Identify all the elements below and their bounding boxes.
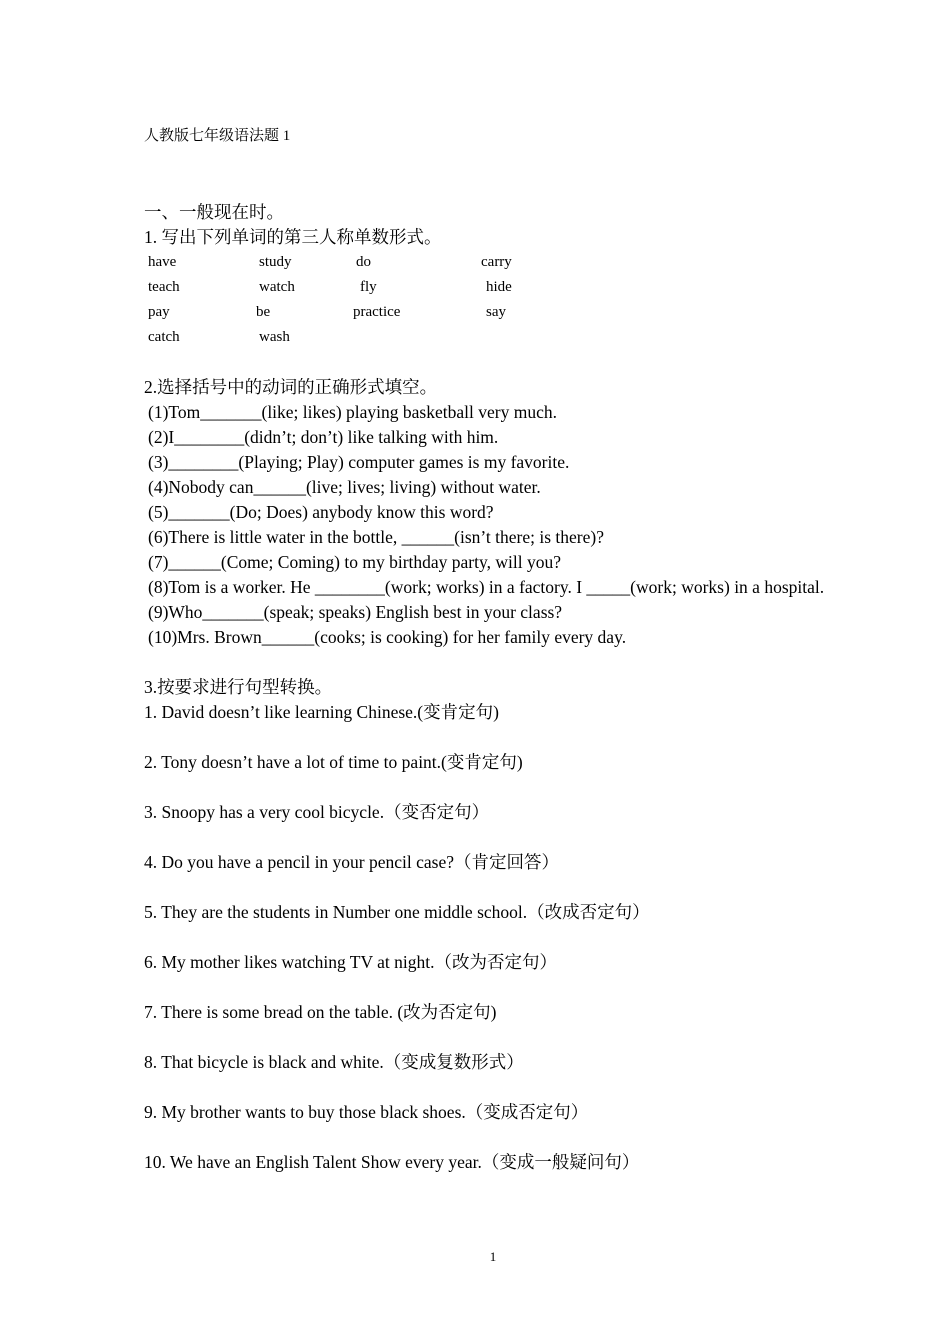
answer-space — [144, 925, 834, 950]
exercise-item: 6. My mother likes watching TV at night.（改为否定句） — [144, 952, 558, 972]
spacer — [144, 350, 834, 375]
word-cell: catch — [148, 329, 180, 345]
part3-instruction: 3.按要求进行句型转换。 — [144, 677, 333, 697]
word-cell: pay — [148, 304, 170, 320]
answer-space — [144, 825, 834, 850]
exercise-item: 5. They are the students in Number one middle school.（改成否定句） — [144, 902, 650, 922]
word-cell: hide — [486, 279, 512, 295]
answer-space — [144, 1075, 834, 1100]
word-cell: practice — [353, 304, 401, 320]
word-cell: do — [356, 254, 371, 270]
exercise-item: 10. We have an English Talent Show every year.（变成一般疑问句） — [144, 1152, 640, 1172]
exercise-item: 4. Do you have a pencil in your pencil case?（肯定回答） — [144, 852, 560, 872]
part2-instruction: 2.选择括号中的动词的正确形式填空。 — [144, 377, 438, 397]
answer-space — [144, 975, 834, 1000]
word-cell — [356, 325, 481, 350]
word-cell: be — [256, 304, 271, 320]
exercise-item: 8. That bicycle is black and white.（变成复数形式） — [144, 1052, 524, 1072]
word-cell — [481, 325, 541, 350]
exercise-item: 9. My brother wants to buy those black shoes.（变成否定句） — [144, 1102, 589, 1122]
word-cell: fly — [360, 279, 377, 295]
exercise-item: (10)Mrs. Brown______(cooks; is cooking) for her family every day. — [148, 627, 627, 647]
exercise-item: (9)Who_______(speak; speaks) English best in your class? — [148, 602, 563, 622]
word-cell: wash — [259, 329, 290, 345]
answer-space — [144, 725, 834, 750]
answer-space — [144, 775, 834, 800]
word-cell: say — [486, 304, 506, 320]
word-cell: carry — [481, 254, 512, 270]
exercise-item: (5)_______(Do; Does) anybody know this word? — [148, 502, 494, 522]
exercise-item: (4)Nobody can______(live; lives; living) without water. — [148, 477, 541, 497]
word-table — [144, 250, 834, 350]
exercise-item: (6)There is little water in the bottle, ______(isn’t there; is there)? — [148, 527, 604, 547]
exercise-item: (1)Tom_______(like; likes) playing basketball very much. — [148, 402, 557, 422]
exercise-item: 2. Tony doesn’t have a lot of time to paint.(变肯定句) — [144, 752, 523, 772]
exercise-item: 3. Snoopy has a very cool bicycle.（变否定句） — [144, 802, 490, 822]
exercise-item: (3)________(Playing; Play) computer games is my favorite. — [148, 452, 570, 472]
spacer — [144, 650, 834, 675]
exercise-item: (7)______(Come; Coming) to my birthday party, will you? — [148, 552, 561, 572]
word-cell: study — [259, 254, 292, 270]
exercise-item: (2)I________(didn’t; don’t) like talking with him. — [148, 427, 499, 447]
word-cell: watch — [259, 279, 295, 295]
answer-space — [144, 1125, 834, 1150]
part1-instruction: 1. 写出下列单词的第三人称单数形式。 — [144, 227, 442, 247]
document-body — [144, 200, 834, 1175]
exercise-item: 7. There is some bread on the table. (改为否定句) — [144, 1002, 497, 1022]
word-cell: have — [148, 254, 177, 270]
section-heading: 一、一般现在时。 — [144, 202, 284, 222]
answer-space — [144, 875, 834, 900]
exercise-item: 1. David doesn’t like learning Chinese.(变肯定句) — [144, 702, 499, 722]
exercise-item: (8)Tom is a worker. He ________(work; works) in a factory. I _____(work; works) in a hospital. — [148, 577, 825, 597]
page-number: 1 — [489, 1249, 497, 1264]
answer-space — [144, 1025, 834, 1050]
document-title: 人教版七年级语法题 1 — [144, 128, 291, 144]
word-cell: teach — [148, 279, 180, 295]
